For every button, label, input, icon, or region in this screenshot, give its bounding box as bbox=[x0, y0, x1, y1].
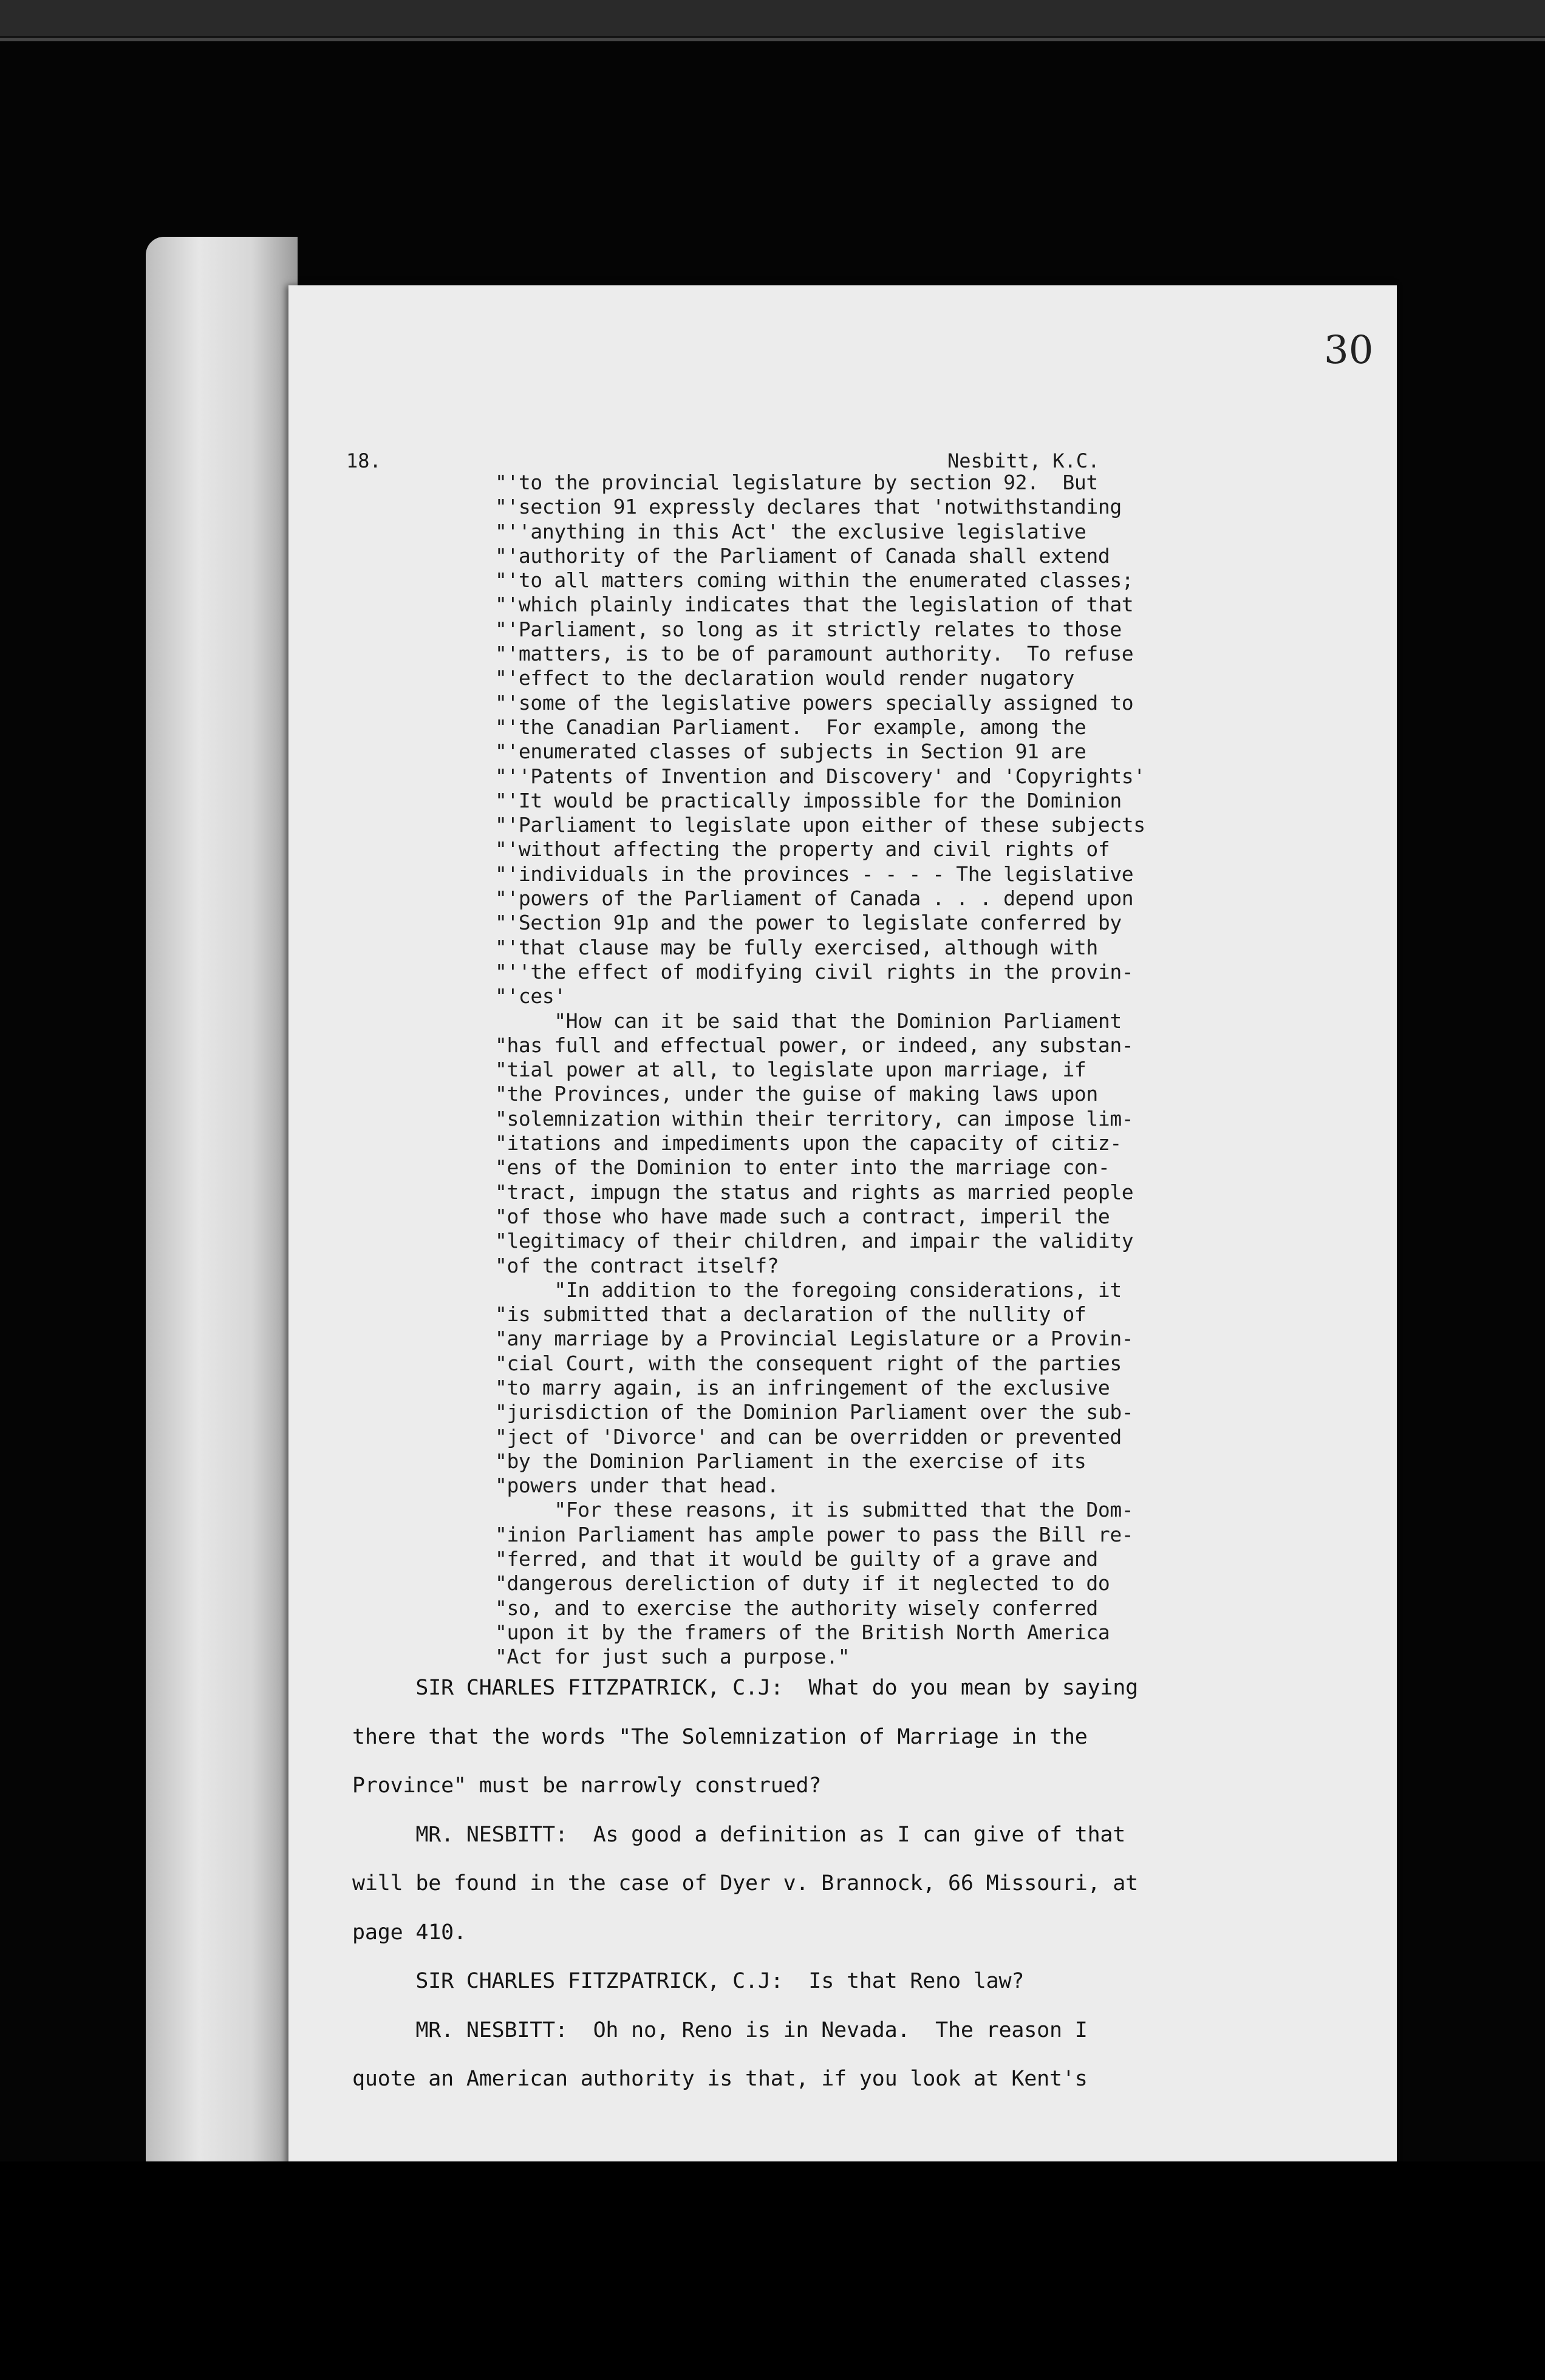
dialogue-line: page 410. bbox=[352, 1920, 466, 1945]
quote-line: "'Parliament, so long as it strictly relates to those bbox=[495, 617, 1122, 641]
quote-line: "'Section 91p and the power to legislate conferred by bbox=[495, 911, 1122, 935]
quote-line: "the Provinces, under the guise of making laws upon bbox=[495, 1082, 1098, 1106]
quote-line: "cial Court, with the consequent right of the parties bbox=[495, 1351, 1122, 1375]
book-binding bbox=[146, 237, 298, 2259]
quote-line: "ferred, and that it would be guilty of a grave and bbox=[495, 1547, 1098, 1571]
quote-line: "Act for just such a purpose." bbox=[495, 1645, 850, 1669]
dialogue-line: MR. NESBITT: Oh no, Reno is in Nevada. The reason I bbox=[352, 2018, 1088, 2042]
quote-line: "'the Canadian Parliament. For example, among the bbox=[495, 715, 1086, 739]
film-edge-top bbox=[0, 0, 1545, 36]
quote-line: "'which plainly indicates that the legislation of that bbox=[495, 593, 1134, 617]
quote-line: "upon it by the framers of the British North America bbox=[495, 1620, 1110, 1644]
quote-line: "legitimacy of their children, and impair the validity bbox=[495, 1229, 1134, 1253]
quote-line: "For these reasons, it is submitted that the Dom- bbox=[495, 1498, 1134, 1522]
quote-line: "'that clause may be fully exercised, although with bbox=[495, 935, 1098, 959]
page-number: 18. bbox=[346, 449, 381, 472]
quote-line: "'individuals in the provinces - - - - The legislative bbox=[495, 862, 1134, 886]
quote-line: "'ces' bbox=[495, 984, 566, 1008]
quote-line: "''the effect of modifying civil rights in the provin- bbox=[495, 959, 1134, 984]
quote-line: "ject of 'Divorce' and can be overridden or prevented bbox=[495, 1424, 1122, 1449]
quoted-argument bbox=[495, 471, 1357, 1670]
quote-line: "'some of the legislative powers specially assigned to bbox=[495, 690, 1134, 715]
quote-line: "itations and impediments upon the capacity of citiz- bbox=[495, 1131, 1122, 1155]
dialogue-line: there that the words "The Solemnization of Marriage in the bbox=[352, 1724, 1088, 1749]
quote-line: "ens of the Dominion to enter into the marriage con- bbox=[495, 1155, 1110, 1180]
quote-line: "of the contract itself? bbox=[495, 1253, 779, 1277]
film-edge-line bbox=[0, 38, 1545, 41]
quote-line: "How can it be said that the Dominion Parliament bbox=[495, 1008, 1122, 1033]
page-stamp-number: 30 bbox=[1324, 328, 1374, 373]
film-bottom-edge bbox=[0, 2161, 1545, 2380]
quote-line: "'It would be practically impossible for the Dominion bbox=[495, 788, 1122, 812]
quote-line: "'enumerated classes of subjects in Section 91 are bbox=[495, 739, 1086, 764]
quote-line: "tract, impugn the status and rights as married people bbox=[495, 1180, 1134, 1204]
dialogue-line: SIR CHARLES FITZPATRICK, C.J: What do you mean by saying bbox=[352, 1676, 1139, 1700]
quote-line: "jurisdiction of the Dominion Parliament over the sub- bbox=[495, 1400, 1134, 1424]
quote-line: "any marriage by a Provincial Legislature or a Provin- bbox=[495, 1327, 1134, 1351]
speaker-header: Nesbitt, K.C. bbox=[947, 449, 1100, 472]
dialogue-line: Province" must be narrowly construed? bbox=[352, 1773, 822, 1798]
quote-line: "by the Dominion Parliament in the exercise of its bbox=[495, 1449, 1086, 1473]
quote-line: "''Patents of Invention and Discovery' and 'Copyrights' bbox=[495, 764, 1145, 788]
dialogue-line: will be found in the case of Dyer v. Brannock, 66 Missouri, at bbox=[352, 1871, 1139, 1895]
quote-line: "'to all matters coming within the enumerated classes; bbox=[495, 568, 1134, 593]
quote-line: "''anything in this Act' the exclusive legislative bbox=[495, 519, 1086, 543]
quote-line: "inion Parliament has ample power to pass the Bill re- bbox=[495, 1522, 1134, 1546]
quote-line: "is submitted that a declaration of the nullity of bbox=[495, 1302, 1086, 1327]
court-dialogue bbox=[352, 1664, 1373, 2104]
quote-line: "solemnization within their territory, can impose lim- bbox=[495, 1106, 1134, 1130]
dialogue-line: quote an American authority is that, if you look at Kent's bbox=[352, 2067, 1088, 2091]
quote-line: "dangerous dereliction of duty if it neglected to do bbox=[495, 1571, 1110, 1596]
quote-line: "'section 91 expressly declares that 'notwithstanding bbox=[495, 495, 1122, 519]
quote-line: "has full and effectual power, or indeed, any substan- bbox=[495, 1033, 1134, 1057]
quote-line: "'Parliament to legislate upon either of these subjects bbox=[495, 813, 1145, 837]
quote-line: "'without affecting the property and civil rights of bbox=[495, 837, 1110, 862]
quote-line: "so, and to exercise the authority wisely conferred bbox=[495, 1596, 1098, 1620]
quote-line: "'matters, is to be of paramount authority. To refuse bbox=[495, 642, 1134, 666]
quote-line: "'authority of the Parliament of Canada shall extend bbox=[495, 543, 1110, 568]
quote-line: "'to the provincial legislature by section 92. But bbox=[495, 471, 1098, 494]
quote-line: "powers under that head. bbox=[495, 1474, 779, 1498]
quote-line: "to marry again, is an infringement of the exclusive bbox=[495, 1375, 1110, 1399]
quote-line: "of those who have made such a contract, imperil the bbox=[495, 1204, 1110, 1228]
document-page bbox=[288, 285, 1397, 2168]
dialogue-line: SIR CHARLES FITZPATRICK, C.J: Is that Reno law? bbox=[352, 1969, 1025, 1993]
quote-line: "'effect to the declaration would render nugatory bbox=[495, 666, 1074, 690]
quote-line: "'powers of the Parliament of Canada . . . depend upon bbox=[495, 886, 1134, 911]
dialogue-line: MR. NESBITT: As good a definition as I can give of that bbox=[352, 1822, 1126, 1847]
quote-line: "In addition to the foregoing considerations, it bbox=[495, 1277, 1122, 1302]
quote-line: "tial power at all, to legislate upon marriage, if bbox=[495, 1058, 1086, 1082]
